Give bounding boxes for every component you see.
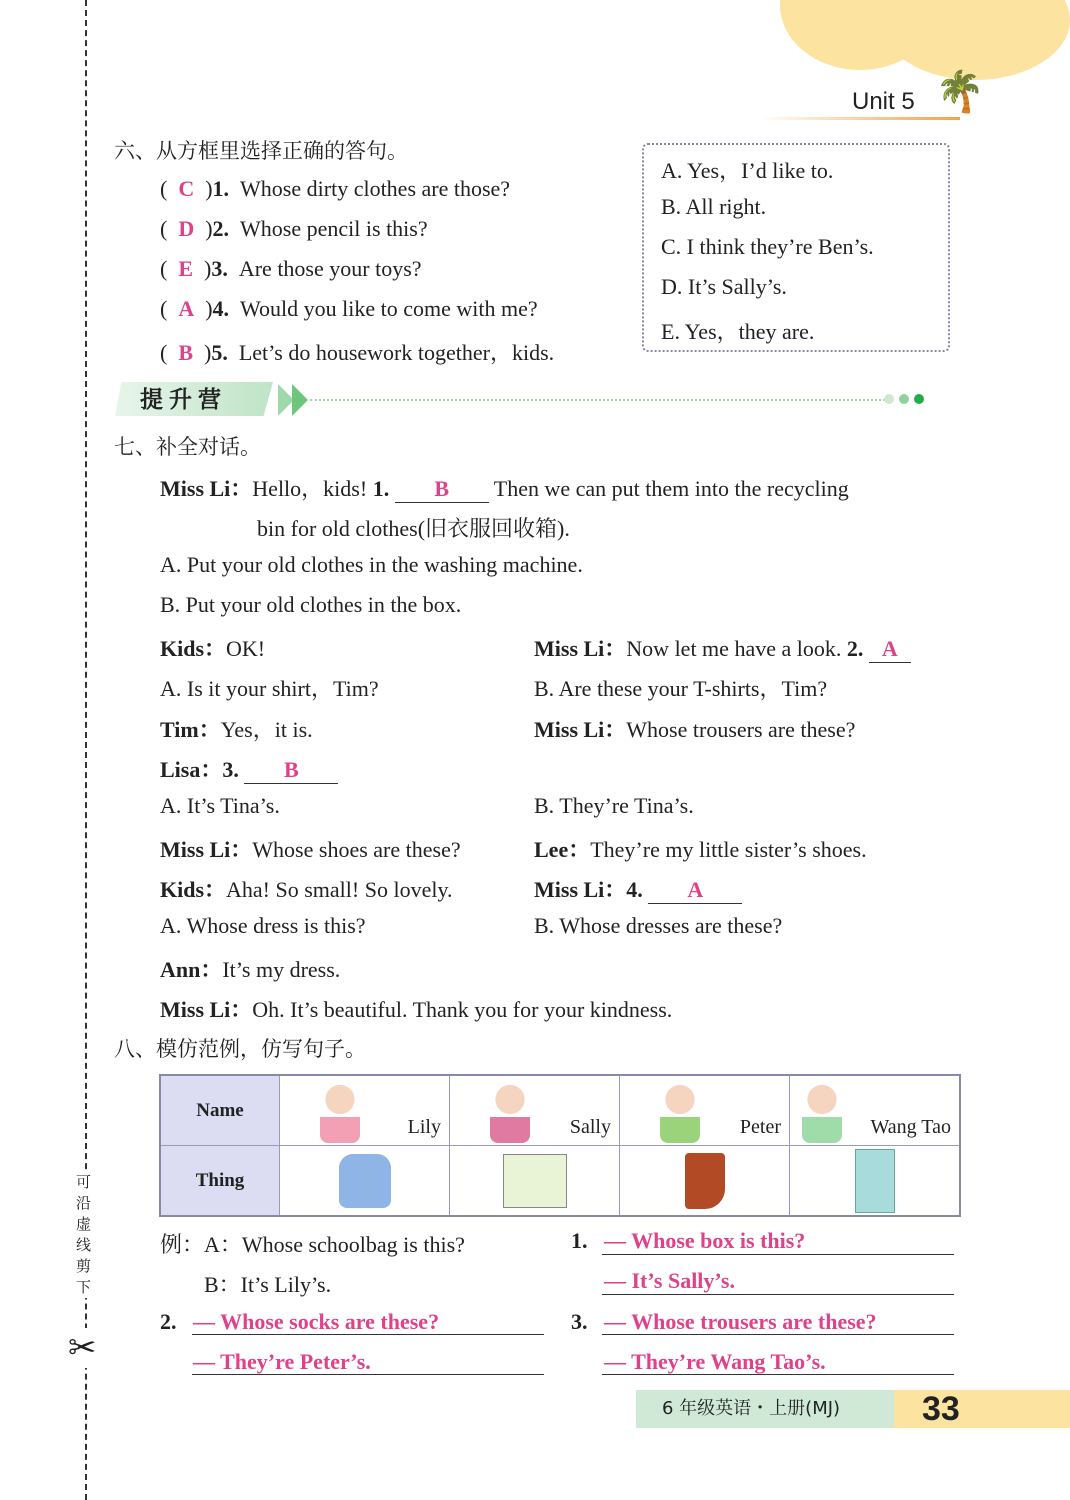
option: E. Yes，they are. <box>661 319 815 344</box>
text-span: Lisa： <box>160 757 223 782</box>
option: D. It’s Sally’s. <box>661 274 787 299</box>
dot <box>884 394 894 404</box>
answer: E <box>178 256 194 281</box>
dialogue-line <box>534 833 867 864</box>
question-item <box>160 176 510 202</box>
writing-line <box>602 1254 954 1255</box>
text-span: 1. <box>372 476 390 501</box>
writing-line <box>192 1374 544 1375</box>
answer-blank: A <box>869 636 911 663</box>
option: B. All right. <box>661 194 767 219</box>
choice: A. Is it your shirt，Tim? <box>160 676 379 701</box>
question-item <box>160 256 422 282</box>
text-span: 4. <box>626 877 643 902</box>
written-answer: — They’re Wang Tao’s. <box>604 1349 826 1374</box>
text-span: ( <box>160 340 179 365</box>
text-span: Miss Li： <box>160 997 253 1022</box>
item-number: 3. <box>571 1309 588 1334</box>
text-span: Lee： <box>534 837 591 862</box>
text-span: Aha! So small! So lovely. <box>226 877 453 902</box>
unit-label: Unit 5 <box>852 88 915 115</box>
page-number: 33 <box>894 1390 1070 1428</box>
answer: A <box>178 296 195 321</box>
text-span: Miss Li： <box>160 476 253 501</box>
text-span: Miss Li： <box>534 636 627 661</box>
text-span: Miss Li： <box>534 877 627 902</box>
socks-icon <box>685 1153 725 1209</box>
dialogue-line <box>160 873 453 904</box>
text-span: ( <box>160 296 179 321</box>
choice: A. Put your old clothes in the washing machine. <box>160 552 583 577</box>
writing-line <box>602 1374 954 1375</box>
text-span: ( <box>160 256 179 281</box>
option: A. Yes，I’d like to. <box>661 158 834 183</box>
text-span: 3. <box>211 256 228 281</box>
trousers-icon <box>855 1149 895 1213</box>
question-item <box>160 216 428 242</box>
text-span: Oh. It’s beautiful. Thank you for your kindness. <box>252 997 673 1022</box>
choice: B. They’re Tina’s. <box>534 793 694 818</box>
text-span: 3. <box>222 757 239 782</box>
item-number: 1. <box>571 1228 588 1253</box>
name-cell <box>790 1075 961 1146</box>
written-question: — Whose trousers are these? <box>604 1309 877 1334</box>
text-span <box>160 1075 960 1216</box>
text-span: Yes，it is. <box>220 717 313 742</box>
text-span <box>450 1146 620 1217</box>
text-span: Now let me have a look. <box>626 636 847 661</box>
text-span <box>620 1146 790 1217</box>
writing-line <box>602 1334 954 1335</box>
dialogue-line <box>160 472 849 503</box>
text-span: Whose pencil is this? <box>240 216 428 241</box>
answer: C <box>178 176 195 201</box>
banner-divider <box>310 399 885 401</box>
dialogue-line <box>160 632 265 663</box>
text-span: Sally <box>569 1116 611 1138</box>
written-answer: — They’re Peter’s. <box>193 1349 371 1374</box>
text-span: Miss Li： <box>534 717 627 742</box>
choice: A. It’s Tina’s. <box>160 793 280 818</box>
text-span: Lily <box>407 1116 441 1138</box>
text-span: 4. <box>212 296 230 321</box>
example-answer: B：It’s Lily’s. <box>204 1272 332 1297</box>
dialogue-line <box>160 833 461 864</box>
text-span: Miss Li： <box>160 837 253 862</box>
choice: A. Whose dress is this? <box>160 913 366 938</box>
written-answer: — It’s Sally’s. <box>604 1268 735 1293</box>
text-span <box>280 1146 450 1217</box>
dialogue-line <box>160 753 338 784</box>
name-cell <box>620 1075 790 1146</box>
girl-figure-icon <box>320 1085 360 1143</box>
written-question: — Whose socks are these? <box>193 1309 440 1334</box>
text-span: Whose trousers are these? <box>626 717 856 742</box>
text-span: Tim： <box>160 717 221 742</box>
answer-blank: B <box>244 757 338 784</box>
dialogue-line <box>160 993 672 1024</box>
text-span: 5. <box>211 340 228 365</box>
choice: B. Put your old clothes in the box. <box>160 592 462 617</box>
answer: D <box>178 216 195 241</box>
text-span: Let’s do housework together，kids. <box>238 340 555 365</box>
text-span: ) <box>193 256 212 281</box>
choice: B. Whose dresses are these? <box>534 913 783 938</box>
text-span: Peter <box>739 1116 781 1138</box>
text-span: 2. <box>212 216 230 241</box>
text-span: 1. <box>212 176 230 201</box>
text-span: ) <box>194 216 213 241</box>
choice: B. Are these your T-shirts，Tim? <box>534 676 828 701</box>
answer: B <box>178 340 194 365</box>
text-span: ( <box>160 216 179 241</box>
text-span: ) <box>194 176 213 201</box>
boy-figure-icon <box>802 1085 842 1143</box>
palm-tree-icon: 🌴 <box>935 69 985 114</box>
question-item <box>160 296 538 322</box>
text-span: Ann： <box>160 957 223 982</box>
text-span: Kids： <box>160 636 227 661</box>
writing-line <box>602 1294 954 1295</box>
schoolbag-icon <box>339 1154 391 1208</box>
question-item <box>160 336 554 367</box>
answer-blank: B <box>395 476 489 503</box>
dialogue-line <box>534 632 911 663</box>
name-cell <box>280 1075 450 1146</box>
text-span: It’s my dress. <box>222 957 341 982</box>
banner-label: 提升营 <box>140 387 227 413</box>
text-span: Wang Tao <box>870 1116 951 1138</box>
text-span: Kids： <box>160 877 227 902</box>
row-header-name: Name <box>160 1075 280 1146</box>
text-span: ( <box>160 176 179 201</box>
text-span: Then we can put them into the recycling <box>488 476 849 501</box>
section7-title: 七、补全对话。 <box>114 435 261 459</box>
text-span: OK! <box>226 636 266 661</box>
text-span: They’re my little sister’s shoes. <box>590 837 867 862</box>
book-label: 6 年级英语・上册(MJ) <box>636 1390 894 1428</box>
written-question: — Whose box is this? <box>604 1228 806 1253</box>
text-span <box>790 1146 961 1217</box>
dialogue-line <box>534 713 855 744</box>
text-span: ) <box>194 296 213 321</box>
arrow-icon <box>292 384 308 416</box>
writing-line <box>192 1334 544 1335</box>
answer-blank: A <box>648 877 742 904</box>
dialogue-line <box>160 953 340 984</box>
text-span: ) <box>193 340 212 365</box>
box-icon <box>503 1154 567 1208</box>
text-span: Whose shoes are these? <box>252 837 461 862</box>
dialogue-line <box>534 873 742 904</box>
dot <box>899 394 909 404</box>
option: C. I think they’re Ben’s. <box>661 234 874 259</box>
unit-underline <box>760 117 960 120</box>
text-span: Would you like to come with me? <box>240 296 538 321</box>
text-span: Hello，kids! <box>252 476 373 501</box>
text-span: 2. <box>846 636 864 661</box>
text-span: Whose dirty clothes are those? <box>240 176 511 201</box>
item-number: 2. <box>160 1309 177 1334</box>
example-question: 例：A：Whose schoolbag is this? <box>160 1232 465 1257</box>
row-header-thing: Thing <box>160 1146 280 1217</box>
scissors-icon: ✂ <box>68 1330 97 1367</box>
section6-title: 六、从方框里选择正确的答句。 <box>114 139 408 163</box>
section8-title: 八、模仿范例，仿写句子。 <box>114 1037 366 1061</box>
girl-figure-icon <box>490 1085 530 1143</box>
boy-figure-icon <box>660 1085 700 1143</box>
text-span <box>160 1146 960 1217</box>
text-span <box>160 1075 960 1146</box>
dialogue-line <box>160 713 313 744</box>
text-span: Are those your toys? <box>238 256 422 281</box>
name-thing-table <box>159 1074 961 1217</box>
cut-hint: 可沿虚线剪下 <box>76 1172 94 1298</box>
name-cell <box>450 1075 620 1146</box>
dialogue-line: bin for old clothes(旧衣服回收箱). <box>257 516 570 541</box>
dot <box>914 394 924 404</box>
